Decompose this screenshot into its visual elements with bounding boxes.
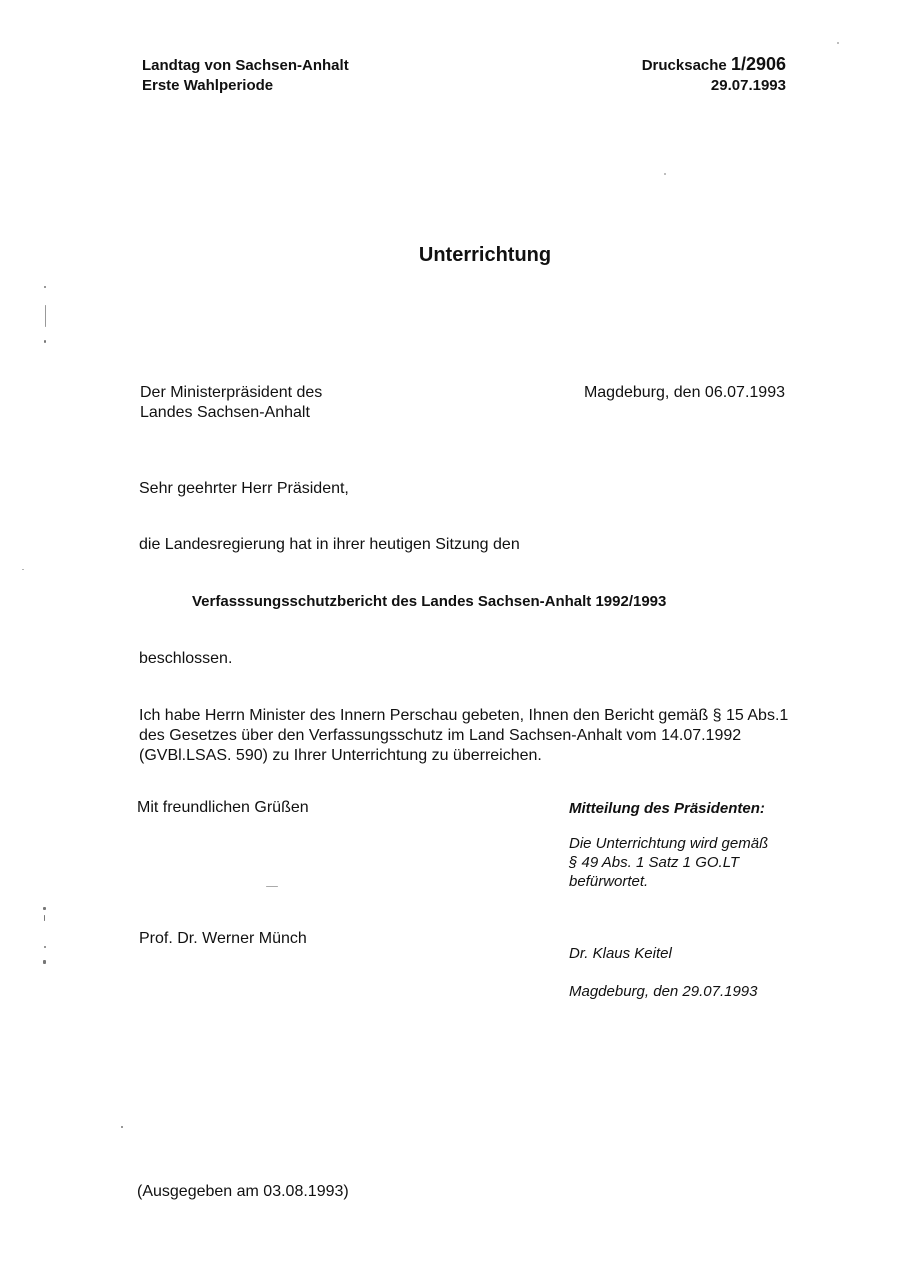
letter-place-date: Magdeburg, den 06.07.1993 [583, 384, 785, 401]
scan-speck [44, 915, 45, 921]
intro-sentence: die Landesregierung hat in ihrer heutigen Sitzung den [139, 536, 520, 553]
body-paragraph [139, 706, 788, 766]
notice-line: § 49 Abs. 1 Satz 1 GO.LT [569, 854, 740, 871]
legislative-period: Erste Wahlperiode [142, 77, 274, 94]
body-line: Ich habe Herrn Minister des Innern Perschau gebeten, Ihnen den Bericht gemäß § 15 Abs.1 [139, 707, 789, 724]
signatory-name: Prof. Dr. Werner Münch [139, 930, 307, 947]
notice-date: Magdeburg, den 29.07.1993 [569, 983, 758, 1000]
document-date: 29.07.1993 [710, 77, 786, 94]
sender-line: Der Ministerpräsident des [140, 384, 323, 401]
sender-block [140, 383, 322, 423]
body-line: (GVBl.LSAS. 590) zu Ihrer Unterrichtung zu überreichen. [139, 747, 542, 764]
resolved-text: beschlossen. [139, 650, 233, 667]
scan-speck [266, 886, 278, 887]
closing-phrase: Mit freundlichen Grüßen [137, 799, 309, 816]
document-number: 1/2906 [730, 54, 786, 74]
notice-line: befürwortet. [569, 873, 649, 890]
scan-speck [45, 305, 46, 327]
scan-speck [664, 173, 666, 175]
header-parliament-block [142, 56, 349, 96]
sender-line: Landes Sachsen-Anhalt [140, 404, 310, 421]
notice-text [569, 834, 768, 891]
notice-signer: Dr. Klaus Keitel [569, 945, 672, 962]
scan-speck [121, 1126, 123, 1128]
issued-date: (Ausgegeben am 03.08.1993) [137, 1183, 349, 1200]
parliament-name: Landtag von Sachsen-Anhalt [142, 57, 349, 74]
notice-heading: Mitteilung des Präsidenten: [569, 800, 765, 817]
scan-speck [44, 286, 46, 288]
document-label: Drucksache [641, 57, 727, 74]
scan-speck [43, 960, 46, 964]
scan-speck [44, 946, 46, 948]
notice-line: Die Unterrichtung wird gemäß [569, 835, 769, 852]
scan-speck [44, 340, 46, 343]
salutation: Sehr geehrter Herr Präsident, [139, 480, 349, 497]
page-title: Unterrichtung [418, 244, 552, 266]
scan-speck [43, 907, 46, 910]
report-title: Verfasssungsschutzbericht des Landes Sachsen-Anhalt 1992/1993 [192, 593, 667, 610]
scan-speck [22, 569, 24, 570]
body-line: des Gesetzes über den Verfassungsschutz im Land Sachsen-Anhalt vom 14.07.1992 [139, 727, 742, 744]
header-document-block [560, 54, 786, 96]
scan-speck [837, 42, 839, 44]
president-notice [569, 800, 768, 891]
